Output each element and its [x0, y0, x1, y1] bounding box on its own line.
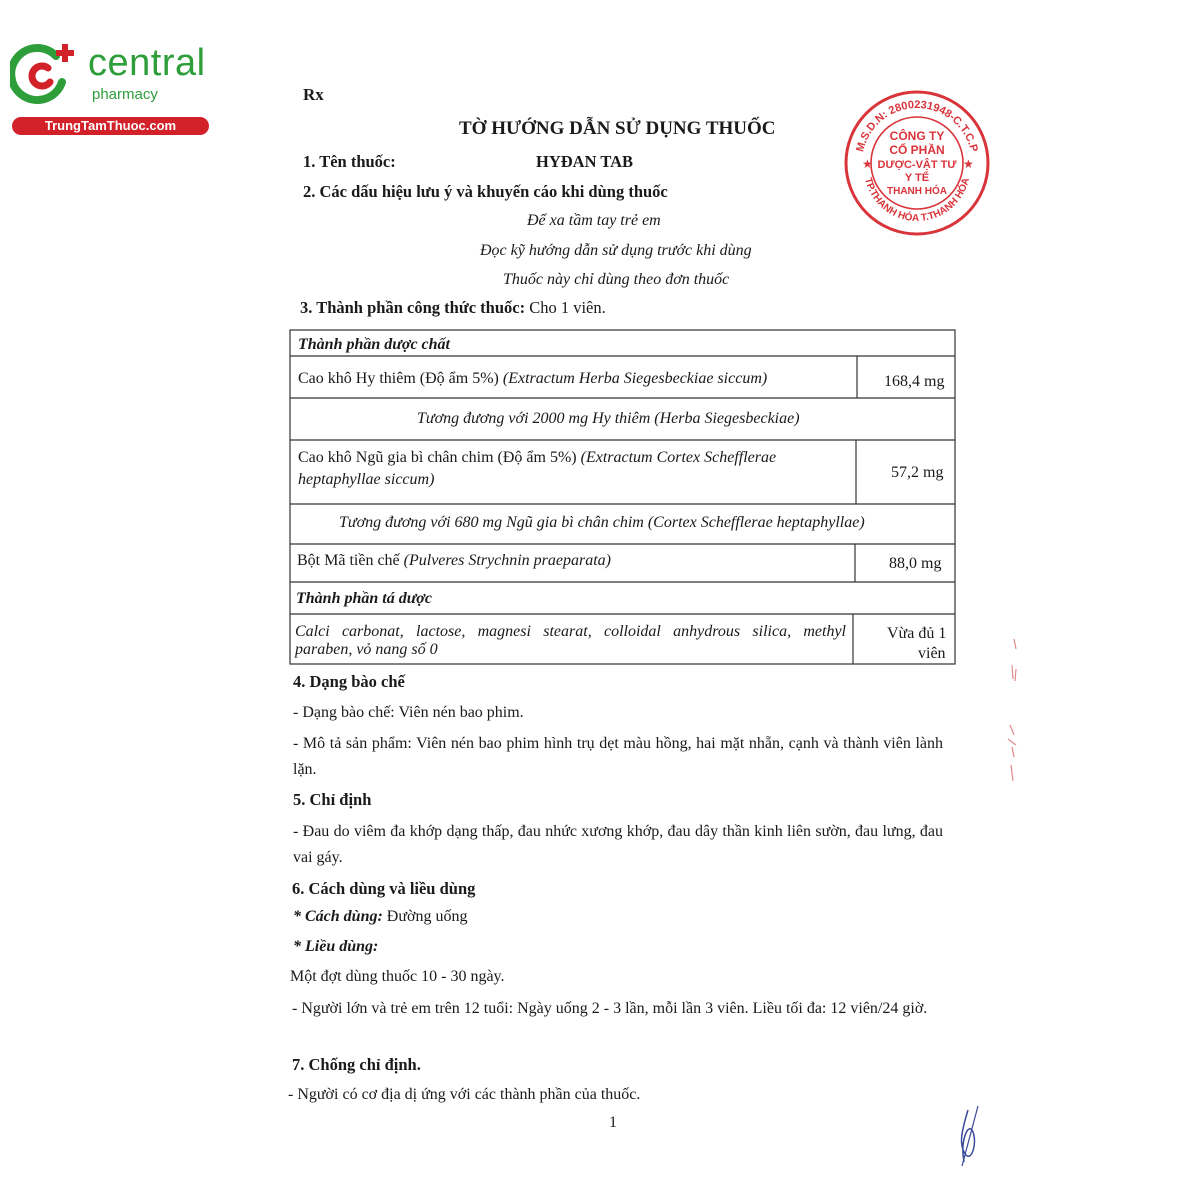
adult-dose: - Người lớn và trẻ em trên 12 tuổi: Ngày uống 2 - 3 lần, mỗi lần 3 viên. Liều tối đa: 12 viên/24 giờ. — [292, 1000, 928, 1017]
excipients-amount-line2: viên — [918, 645, 946, 662]
stamp-line5: THANH HÓA — [887, 186, 947, 197]
row-1-amount: 168,4 mg — [884, 373, 945, 390]
svg-text:★: ★ — [963, 157, 974, 171]
section-1-label: 1. Tên thuốc: — [303, 152, 396, 171]
section-7-label: 7. Chống chỉ định. — [292, 1055, 421, 1074]
row-2-name: Cao khô Ngũ gia bì chân chim (Độ ẩm 5%) — [298, 449, 577, 466]
row-2-ingredient-line1 — [298, 447, 776, 468]
route-label: * Cách dùng: — [293, 908, 383, 925]
section-6-label: 6. Cách dùng và liều dùng — [292, 879, 476, 898]
logo-subtitle: pharmacy — [92, 86, 158, 103]
stamp-bottom-text: TP.THANH HÓA T.THANH HÓA — [862, 176, 972, 225]
excipients-line1: Calci carbonat, lactose, magnesi stearat, colloidal anhydrous silica, methyl — [295, 623, 846, 640]
warning-1: Để xa tầm tay trẻ em — [527, 212, 661, 229]
row-2-latin-a: (Extractum Cortex Schefflerae — [580, 449, 777, 466]
section-5-label: 5. Chỉ định — [293, 790, 372, 809]
warning-3: Thuốc này chỉ dùng theo đơn thuốc — [503, 271, 730, 288]
excipients-header: Thành phần tá dược — [296, 590, 432, 607]
section-5-line1: - Đau do viêm đa khớp dạng thấp, đau nhức xương khớp, đau dây thần kinh liên sườn, đau lưng, đau vai gáy. — [293, 823, 943, 866]
svg-text:★: ★ — [862, 157, 873, 171]
excipients-amount-line1: Vừa đủ 1 — [887, 625, 947, 642]
stamp-line4: Y TẾ — [904, 172, 930, 184]
row-1-latin: (Extractum Herba Siegesbeckiae siccum) — [502, 370, 768, 387]
row-1-equivalent: Tương đương với 2000 mg Hy thiêm (Herba Siegesbeckiae) — [417, 410, 800, 427]
treatment-course: Một đợt dùng thuốc 10 - 30 ngày. — [290, 968, 505, 985]
section-2-label: 2. Các dấu hiệu lưu ý và khuyến cáo khi dùng thuốc — [303, 182, 668, 201]
section-7-line1: - Người có cơ địa dị ứng với các thành phần của thuốc. — [288, 1086, 641, 1103]
warning-2: Đọc kỹ hướng dẫn sử dụng trước khi dùng — [480, 242, 752, 259]
section-6-route — [293, 907, 467, 927]
page-number: 1 — [609, 1114, 617, 1131]
row-1-ingredient — [298, 368, 767, 389]
stamp-line1: CÔNG TY — [889, 129, 945, 143]
section-4-line2: - Mô tả sản phẩm: Viên nén bao phim hình trụ dẹt màu hồng, hai mặt nhẵn, cạnh và thành viên lành lặn. — [293, 735, 943, 778]
section-4-label: 4. Dạng bào chế — [293, 672, 405, 691]
row-2-amount: 57,2 mg — [891, 464, 944, 481]
document-title: TỜ HƯỚNG DẪN SỬ DỤNG THUỐC — [459, 118, 776, 139]
stamp-line2: CỔ PHẦN — [889, 143, 945, 157]
logo-name: central — [88, 42, 206, 84]
signature-icon — [950, 1100, 990, 1170]
row-3-ingredient — [297, 550, 611, 571]
excipients-line2: paraben, vỏ nang số 0 — [295, 641, 438, 658]
stamp-line3: DƯỢC-VẬT TƯ — [877, 159, 957, 171]
row-3-amount: 88,0 mg — [889, 555, 942, 572]
section-3-heading — [300, 298, 606, 318]
central-pharmacy-logo-icon — [10, 38, 82, 108]
logo-website: TrungTamThuoc.com — [12, 117, 209, 135]
section-4-line1: - Dạng bào chế: Viên nén bao phim. — [293, 704, 524, 721]
company-stamp-icon — [842, 88, 992, 238]
dose-label: * Liều dùng: — [293, 938, 379, 955]
section-3-label: 3. Thành phần công thức thuốc: — [300, 298, 526, 317]
row-2-equivalent: Tương đương với 680 mg Ngũ gia bì chân chim (Cortex Schefflerae heptaphyllae) — [339, 514, 865, 531]
stamp-outer-text: M.S.D.N: 2800231948-C.T.C.P — [854, 99, 980, 154]
row-1-name: Cao khô Hy thiêm (Độ ẩm 5%) — [298, 370, 499, 387]
row-2-latin-b: heptaphyllae siccum) — [298, 471, 435, 488]
row-3-name: Bột Mã tiền chế — [297, 552, 400, 569]
drug-name: HYĐAN TAB — [536, 152, 634, 171]
rx-label: Rx — [303, 85, 324, 104]
row-3-latin: (Pulveres Strychnin praeparata) — [403, 552, 611, 569]
section-3-value: Cho 1 viên. — [529, 298, 606, 317]
active-ingredients-header: Thành phần dược chất — [298, 336, 450, 353]
margin-marks-icon — [1000, 635, 1024, 785]
route-value: Đường uống — [386, 908, 468, 925]
